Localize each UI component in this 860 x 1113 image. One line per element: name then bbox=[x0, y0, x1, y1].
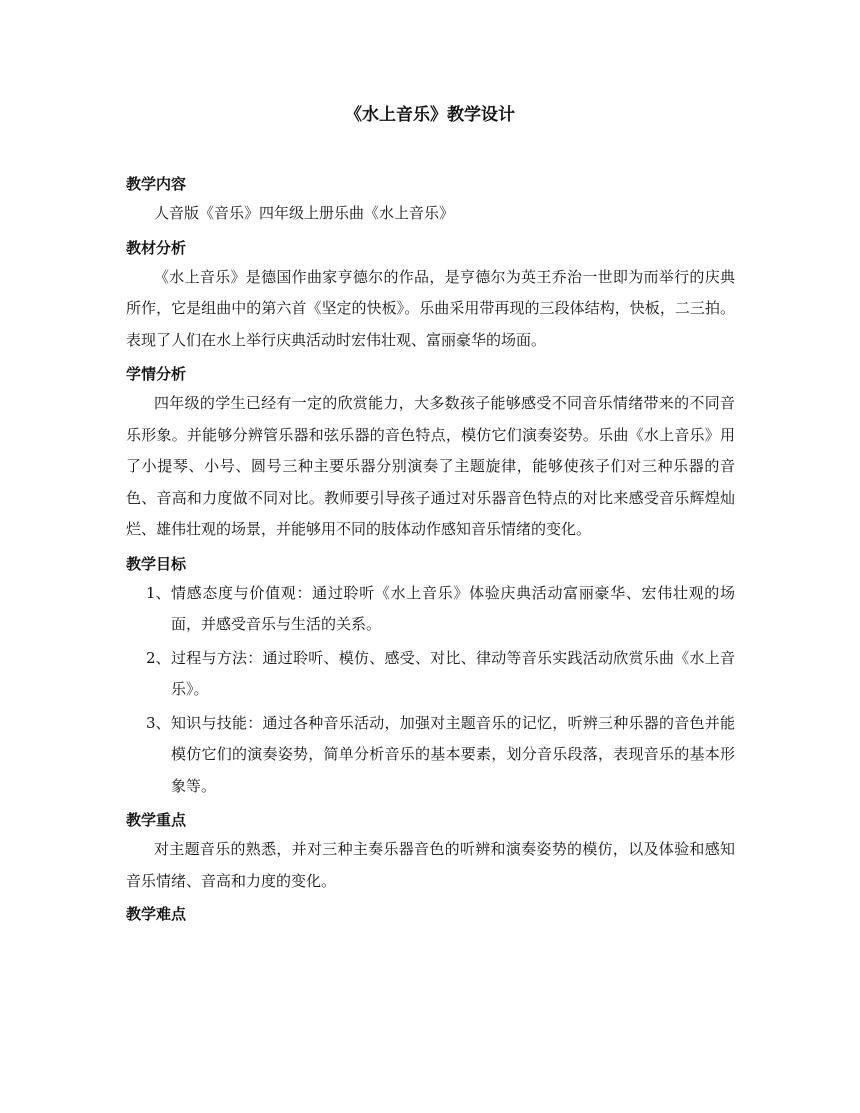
page-title: 《水上音乐》教学设计 bbox=[345, 105, 515, 125]
goal-text: 情感态度与价值观：通过聆听《水上音乐》体验庆典活动富丽豪华、宏伟壮观的场面，并感受音乐与生活的关系。 bbox=[171, 583, 735, 633]
section-paragraph: 对主题音乐的熟悉，并对三种主奏乐器音色的听辨和演奏姿势的模仿，以及体验和感知音乐情绪、音高和力度的变化。 bbox=[126, 840, 735, 890]
section-student-analysis bbox=[126, 360, 735, 546]
section-paragraph: 四年级的学生已经有一定的欣赏能力，大多数孩子能够感受不同音乐情绪带来的不同音乐形象。并能够分辨管乐器和弦乐器的音色特点，模仿它们演奏姿势。乐曲《水上音乐》用了小提琴、小号、圆号三种主要乐器分别演奏了主题旋律，能够使孩子们对三种乐器的音色、音高和力度做不同对比。教师要引导孩子通过对乐器音色特点的对比来感受音乐辉煌灿烂、雄伟壮观的场景，并能够用不同的肢体动作感知音乐情绪的变化。 bbox=[126, 394, 735, 538]
section-paragraph: 人音版《音乐》四年级上册乐曲《水上音乐》 bbox=[154, 204, 455, 222]
goal-item bbox=[126, 578, 735, 641]
section-material-analysis bbox=[126, 234, 735, 357]
section-content bbox=[126, 170, 735, 230]
section-heading: 教学难点 bbox=[126, 905, 187, 923]
section-heading: 教学目标 bbox=[126, 554, 187, 573]
goal-text: 过程与方法：通过聆听、模仿、感受、对比、律动等音乐实践活动欣赏乐曲《水上音乐》。 bbox=[171, 648, 735, 698]
section-teaching-goals bbox=[126, 550, 735, 803]
section-heading: 教学内容 bbox=[126, 175, 187, 193]
section-heading: 学情分析 bbox=[126, 365, 187, 383]
section-heading: 教材分析 bbox=[126, 238, 187, 257]
goal-number: 1、 bbox=[146, 583, 171, 602]
goal-number: 3、 bbox=[146, 713, 171, 732]
goal-text: 知识与技能：通过各种音乐活动，加强对主题音乐的记忆，听辨三种乐器的音色并能模仿它们的演奏姿势，简单分析音乐的基本要素，划分音乐段落，表现音乐的基本形象等。 bbox=[171, 713, 735, 795]
section-paragraph: 《水上音乐》是德国作曲家亨德尔的作品，是亨德尔为英王乔治一世即为而举行的庆典所作，它是组曲中的第六首《坚定的快板》。乐曲采用带再现的三段体结构，快板，二三拍。表现了人们在水上举行庆典活动时宏伟壮观、富丽豪华的场面。 bbox=[126, 267, 735, 349]
goals-list bbox=[126, 578, 735, 803]
goal-number: 2、 bbox=[146, 648, 171, 667]
section-heading: 教学重点 bbox=[126, 811, 187, 829]
goal-item bbox=[126, 708, 735, 803]
goal-item bbox=[126, 643, 735, 706]
section-key-points bbox=[126, 806, 735, 897]
section-difficulties bbox=[126, 900, 735, 928]
document-body bbox=[126, 166, 735, 928]
